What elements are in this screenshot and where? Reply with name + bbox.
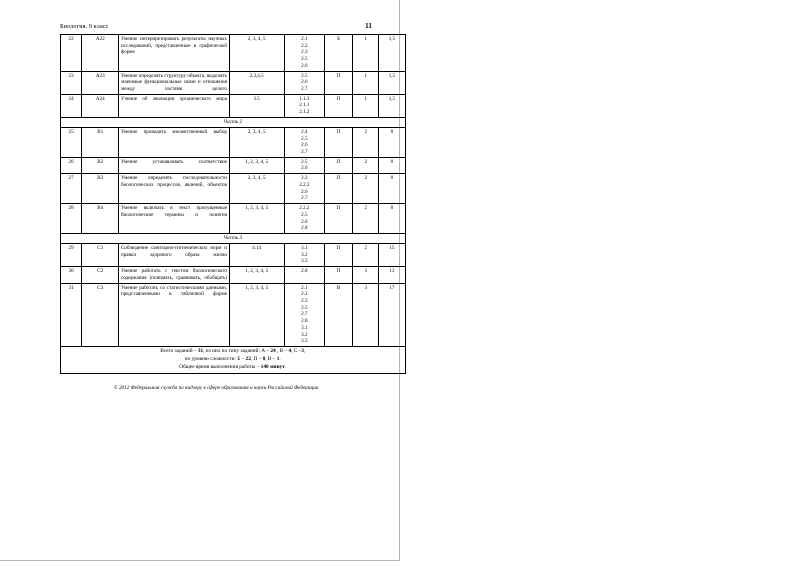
- skill-code: 3.1: [301, 324, 308, 331]
- summary-type-c-value: 3: [301, 348, 304, 354]
- cell-content-element: 3.5: [229, 94, 284, 117]
- copyright-notice: © 2012 Федеральная служба по надзору в сфере образования и науки Российской Федерации: [113, 384, 319, 391]
- cell-max-score: 3: [353, 283, 379, 346]
- cell-content-element: 2,3,4,5: [229, 71, 284, 94]
- cell-skill-codes: [284, 127, 324, 157]
- cell-time-minutes: 13: [379, 267, 405, 283]
- part-header-label: Часть 2: [61, 117, 406, 127]
- cell-content-element: 2, 3, 4, 5: [229, 174, 284, 204]
- summary-type-b-label: , В –: [275, 348, 289, 354]
- cell-difficulty-level: П: [324, 204, 352, 234]
- cell-content-element: 4.14: [229, 243, 284, 266]
- cell-difficulty-level: П: [324, 267, 352, 283]
- cell-content-element: 1, 2, 3, 4, 5: [229, 283, 284, 346]
- table-row: [61, 267, 406, 283]
- table-row: [61, 94, 406, 117]
- skill-code: 2.6: [301, 79, 308, 86]
- cell-difficulty-level: Б: [324, 35, 352, 72]
- cell-skill-description: Учение об эволюции органического мира: [119, 94, 229, 117]
- summary-line1-end: ,: [303, 348, 306, 354]
- cell-time-minutes: 17: [379, 283, 405, 346]
- cell-difficulty-level: П: [324, 127, 352, 157]
- skill-code: 2.5: [301, 56, 308, 63]
- cell-content-element: 2, 3, 4, 5: [229, 127, 284, 157]
- cell-skill-codes: [284, 174, 324, 204]
- summary-type-label: , из них по типу заданий: А –: [203, 348, 271, 354]
- cell-skill-codes: [284, 35, 324, 72]
- table-row: [61, 127, 406, 157]
- skill-code: 2.6: [301, 188, 308, 195]
- cell-task-code: В3: [82, 174, 119, 204]
- cell-skill-description: Умение работать с текстом биологического содержания (понимать, сравнивать, обобщать): [119, 267, 229, 283]
- skill-code: 2.1.1: [299, 102, 310, 109]
- summary-total-label: Всего заданий –: [160, 348, 198, 354]
- skill-code: 2.5: [301, 211, 308, 218]
- skill-code: 3.1: [301, 244, 308, 251]
- cell-task-code: С2: [82, 267, 119, 283]
- summary-level-b-value: 22: [245, 355, 251, 362]
- cell-time-minutes: 1,5: [379, 35, 405, 72]
- summary-level-v-value: 1: [276, 355, 280, 362]
- skill-code: 2.5: [301, 135, 308, 142]
- cell-difficulty-level: В: [324, 283, 352, 346]
- table-row: [61, 204, 406, 234]
- summary-level-p-value: 8: [262, 355, 266, 362]
- cell-max-score: 2: [353, 127, 379, 157]
- skill-code: 2.2: [301, 42, 308, 49]
- skill-code: 2.5: [301, 304, 308, 311]
- cell-time-minutes: 1,5: [379, 94, 405, 117]
- cell-task-code: А23: [82, 71, 119, 94]
- part-header-row: [61, 233, 406, 243]
- skill-code: 2.6: [301, 142, 308, 149]
- cell-skill-description: Умение проводить множественный выбор: [119, 127, 229, 157]
- cell-skill-codes: [284, 204, 324, 234]
- cell-task-code: В1: [82, 127, 119, 157]
- cell-content-element: 2, 3, 4, 5: [229, 35, 284, 72]
- summary-line3-end: .: [284, 363, 287, 370]
- page-content: [60, 22, 396, 391]
- cell-skill-codes: [284, 71, 324, 94]
- cell-content-element: 1, 2, 3, 4, 5: [229, 267, 284, 283]
- cell-skill-description: Умение определять последовательности биологических процессов, явлений, объектов: [119, 174, 229, 204]
- cell-task-number: 24: [61, 94, 82, 117]
- cell-task-code: А24: [82, 94, 119, 117]
- table-row: [61, 174, 406, 204]
- summary-block: [61, 347, 406, 374]
- cell-task-number: 29: [61, 243, 82, 266]
- summary-row: [61, 347, 406, 374]
- skill-code: 2.3: [301, 297, 308, 304]
- skill-code: 3.2: [301, 251, 308, 258]
- skill-code: 2.7: [301, 86, 308, 93]
- skill-code: 2.6: [301, 218, 308, 225]
- cell-task-number: 26: [61, 157, 82, 173]
- summary-total-value: 31: [197, 348, 204, 354]
- cell-max-score: 2: [353, 243, 379, 266]
- summary-level-p-label: , П –: [250, 355, 263, 362]
- table-row: [61, 283, 406, 346]
- cell-task-code: В4: [82, 204, 119, 234]
- part-header-label: Часть 3: [61, 233, 406, 243]
- summary-line2-end: .: [279, 355, 281, 362]
- skill-code: 2.7: [301, 195, 308, 202]
- cell-skill-codes: [284, 157, 324, 173]
- cell-time-minutes: 8: [379, 174, 405, 204]
- cell-difficulty-level: П: [324, 174, 352, 204]
- cell-task-code: С3: [82, 283, 119, 346]
- summary-time-label: Общее время выполнения работы –: [179, 363, 261, 370]
- cell-task-code: В2: [82, 157, 119, 173]
- skill-code: 2.6: [301, 165, 308, 172]
- cell-skill-codes: [284, 283, 324, 346]
- skill-code: 2.2.2: [299, 181, 310, 188]
- cell-time-minutes: 15: [379, 243, 405, 266]
- cell-skill-codes: [284, 243, 324, 266]
- cell-time-minutes: 1,5: [379, 71, 405, 94]
- skill-code: 2.2: [301, 175, 308, 182]
- cell-difficulty-level: П: [324, 243, 352, 266]
- cell-difficulty-level: П: [324, 94, 352, 117]
- summary-type-b-value: 4: [288, 348, 292, 354]
- cell-max-score: 2: [353, 174, 379, 204]
- page-header: [60, 22, 372, 30]
- skill-code: 2.3: [301, 49, 308, 56]
- skill-code: 2.1: [301, 36, 308, 42]
- summary-time-value: 140 минут: [260, 363, 285, 370]
- cell-task-number: 30: [61, 267, 82, 283]
- cell-task-number: 23: [61, 71, 82, 94]
- skill-code: 2.2: [301, 291, 308, 298]
- skill-code: 2.4: [301, 128, 308, 135]
- cell-content-element: 1, 2, 3, 4, 5: [229, 157, 284, 173]
- skill-code: 1.1.3: [299, 95, 310, 102]
- cell-task-number: 27: [61, 174, 82, 204]
- skill-code: 2.7: [301, 311, 308, 318]
- cell-task-number: 25: [61, 127, 82, 157]
- skill-code: 2.1: [301, 284, 308, 291]
- table-row: [61, 157, 406, 173]
- skill-code: 2.5: [301, 158, 308, 165]
- skill-code: 2.1.2: [299, 109, 310, 116]
- specification-table: [60, 34, 406, 374]
- cell-task-number: 22: [61, 35, 82, 72]
- skill-code: 2.2.2: [299, 205, 310, 212]
- table-row: [61, 243, 406, 266]
- cell-time-minutes: 8: [379, 157, 405, 173]
- cell-max-score: 1: [353, 71, 379, 94]
- summary-level-label: по уровню сложности: Б –: [184, 355, 246, 362]
- summary-level-v-label: , В –: [265, 355, 277, 362]
- cell-skill-codes: [284, 94, 324, 117]
- summary-type-a-value: 24: [270, 348, 276, 354]
- document-page: [0, 0, 400, 561]
- skill-code: 2.6: [301, 62, 308, 69]
- cell-difficulty-level: П: [324, 157, 352, 173]
- cell-time-minutes: 8: [379, 204, 405, 234]
- skill-code: 3.3: [301, 338, 308, 345]
- skill-code: 3.3: [301, 258, 308, 265]
- cell-skill-description: Соблюдение санитарно-гигиенических норм и правил здорового образа жизни: [119, 243, 229, 266]
- cell-difficulty-level: П: [324, 71, 352, 94]
- table-row: [61, 71, 406, 94]
- skill-code: 3.2: [301, 331, 308, 338]
- cell-task-code: С1: [82, 243, 119, 266]
- cell-skill-description: Умение устанавливать соответствие: [119, 157, 229, 173]
- cell-content-element: 1, 2, 3, 4, 5: [229, 204, 284, 234]
- skill-code: 2.5: [301, 72, 308, 79]
- cell-max-score: 2: [353, 157, 379, 173]
- header-subject-title: Биология. 9 класс: [60, 23, 109, 30]
- summary-type-c-label: , С –: [291, 348, 302, 354]
- cell-task-number: 28: [61, 204, 82, 234]
- cell-skill-description: Умение работать со статистическими данными, представленными в табличной форме: [119, 283, 229, 346]
- cell-max-score: 2: [353, 204, 379, 234]
- skill-code: 2.7: [301, 149, 308, 156]
- skill-code: 2.8: [301, 268, 308, 275]
- table-row: [61, 35, 406, 72]
- cell-skill-codes: [284, 267, 324, 283]
- cell-max-score: 1: [353, 35, 379, 72]
- cell-skill-description: Умение интерпретировать результаты научных исследований, представленные в графической форме: [119, 35, 229, 72]
- skill-code: 2.8: [301, 318, 308, 325]
- part-header-row: [61, 117, 406, 127]
- cell-max-score: 3: [353, 267, 379, 283]
- skill-code: 2.8: [301, 225, 308, 232]
- cell-max-score: 1: [353, 94, 379, 117]
- cell-skill-description: Умение включать в текст пропущенные биологические термины и понятия: [119, 204, 229, 234]
- cell-time-minutes: 8: [379, 127, 405, 157]
- page-number: 11: [365, 22, 372, 30]
- cell-task-number: 31: [61, 283, 82, 346]
- cell-task-code: А22: [82, 35, 119, 72]
- cell-skill-description: Умение определять структуру объекта, выделять значимые функциональные связи и отношения между частями целого: [119, 71, 229, 94]
